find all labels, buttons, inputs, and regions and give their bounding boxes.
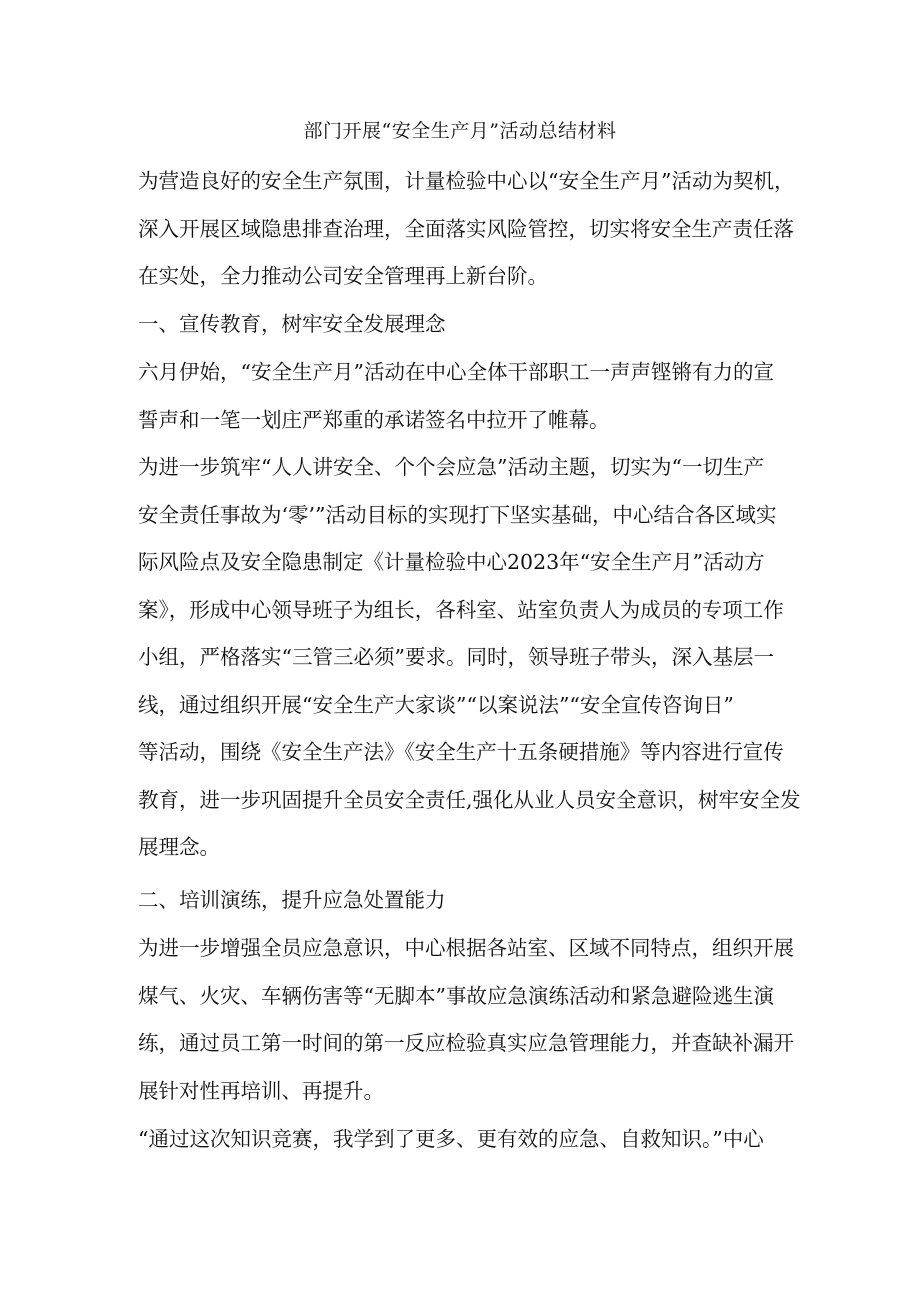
- text-line: 六月伊始，“安全生产月”活动在中心全体干部职工一声声铿锵有力的宣: [138, 360, 774, 384]
- paragraph-emergency-drills: [138, 925, 794, 1115]
- text-line: 教育，进一步巩固提升全员安全责任,强化从业人员安全意识，树牢安全发: [138, 787, 801, 812]
- text-line: 展理念。: [138, 835, 220, 859]
- text-line: 为进一步筑牢“人人讲安全、个个会应急”活动主题，切实为“一切生产: [138, 455, 764, 479]
- text-line: 线，通过组织开展“安全生产大家谈”“以案说法”“安全宣传咨询日”: [138, 692, 734, 717]
- text-line: 展针对性再培训、再提升。: [138, 1078, 384, 1103]
- text-line: “通过这次知识竞赛，我学到了更多、更有效的应急、自救知识。”中心: [138, 1127, 764, 1151]
- text-line: 为营造良好的安全生产氛围，计量检验中心以“安全生产月”活动为契机，: [138, 169, 795, 193]
- heading-text: 二、培训演练，提升应急处置能力: [138, 888, 446, 912]
- text-line: 际风险点及安全隐患制定《计量检验中心2023年“安全生产月”活动方: [138, 550, 765, 574]
- text-line: 案》，形成中心领导班子为组长，各科室、站室负责人为成员的专项工作: [138, 597, 784, 622]
- text-line: 等活动，围绕《安全生产法》《安全生产十五条硬措施》等内容进行宣传: [138, 740, 784, 764]
- section-heading-2: [138, 877, 788, 925]
- text-line: 为进一步增强全员应急意识，中心根据各站室、区域不同特点，组织开展: [138, 936, 794, 960]
- paragraph-intro: [138, 158, 795, 301]
- text-line: 小组，严格落实“三管三必须”要求。同时，领导班子带头，深入基层一: [138, 645, 774, 669]
- heading-text: 一、宣传教育，树牢安全发展理念: [138, 312, 446, 336]
- text-line: 煤气、火灾、车辆伤害等“无脚本”事故应急演练活动和紧急避险逃生演: [138, 983, 774, 1008]
- text-line: 在实处，全力推动公司安全管理再上新台阶。: [138, 264, 548, 288]
- section-heading-1: [138, 301, 788, 349]
- document-title: 部门开展“安全生产月”活动总结材料: [303, 120, 617, 142]
- text-line: 誓声和一笔一划庄严郑重的承诺签名中拉开了帷幕。: [138, 407, 610, 432]
- paragraph-safety-plan: [138, 444, 801, 872]
- paragraph-quiz-quote: [138, 1116, 788, 1164]
- paragraph-june-start: [138, 349, 788, 444]
- text-line: 安全责任事故为‘零’”活动目标的实现打下坚实基础，中心结合各区域实: [138, 502, 777, 527]
- text-line: 深入开展区域隐患排查治理，全面落实风险管控，切实将安全生产责任落: [138, 216, 794, 241]
- text-line: 练，通过员工第一时间的第一反应检验真实应急管理能力，并查缺补漏开: [138, 1031, 794, 1055]
